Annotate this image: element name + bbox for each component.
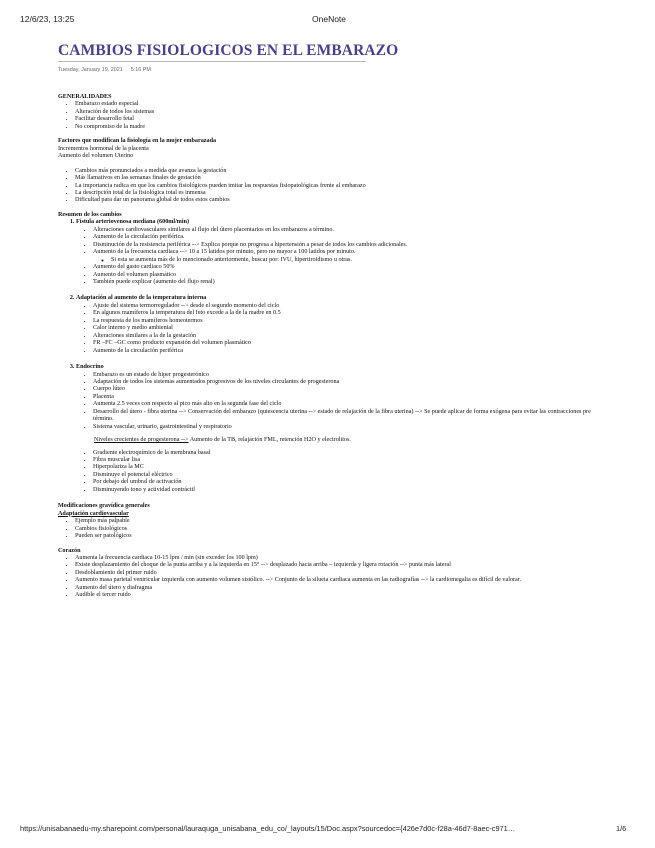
section-subheading: Adaptación cardiovascular: [58, 510, 129, 517]
print-page-number: 1/6: [616, 824, 627, 833]
list-item: • Disminuye el potencial eléctrico: [93, 472, 598, 479]
factores-list: [58, 168, 598, 205]
list-item: • Aumento masa parietal ventricular izquierda con aumento volumen sistólico. --> Conjunto de la silueta cardiaca aumenta en las radiografías --> la cardiomegalia es difícil de valorar.: [75, 577, 598, 584]
list-item: • Adaptación de todos los sistemas aumentados progresivos de los niveles circulantes de progesterona: [93, 379, 598, 386]
list-item: • Calor interno y medio ambiental: [93, 325, 598, 332]
print-app-name: OneNote: [312, 14, 347, 24]
note-content: [58, 94, 598, 600]
list-item: [93, 249, 598, 264]
text-line: Incrementos hormonal de la placenta: [58, 145, 149, 152]
list-item: • Pueden ser patológicos: [75, 533, 598, 540]
progesterona-list: [76, 450, 598, 495]
list-item: • Gradiente electroquímico de la membrana basal: [93, 450, 598, 457]
modificaciones-list: [58, 518, 598, 540]
item-title: Adaptación al aumento de la temperatura interna: [76, 295, 207, 302]
list-item: • Aumento del gasto cardiaco 50%: [93, 264, 598, 271]
list-item: • FR –FC –GC como producto expansión del volumen plasmático: [93, 340, 598, 347]
list-item: ◦ Si esta se aumenta más de lo mencionado anteriormente, buscar por: IVU, hipertiroidismo u otras.: [111, 257, 598, 264]
list-item: • Alteraciones cardiovasculares similares al flujo del útero placentarios en los embarazos a término.: [93, 227, 598, 234]
niveles-text: Aumento de la TB, relajación FML, retención H2O y electrolitos.: [188, 437, 351, 444]
generalidades-list: [58, 101, 598, 131]
list-item: • Facilitar desarrollo fetal: [75, 116, 598, 123]
list-item: • Más llamativos en las semanas finales de gestación: [75, 175, 598, 182]
list-item: • Ejemplo más palpable: [75, 518, 598, 525]
text-line: Aumento del volumen Uterino: [58, 153, 134, 160]
list-item: • Aumento de la circulación periférica: [93, 348, 598, 355]
resumen-item-3: [76, 364, 598, 494]
resumen-item-2: [76, 295, 598, 364]
list-item: • Cambios fisiológicos: [75, 526, 598, 533]
title-divider: [58, 61, 366, 62]
list-item: • Placenta: [93, 394, 598, 401]
niveles-paragraph: [94, 437, 598, 444]
list-item: • Aumenta la frecuencia cardiaca 10-15 lpm / min (sin exceder los 100 lpm): [75, 555, 598, 562]
section-heading: Corazón: [58, 547, 81, 554]
list-item: • Embarazo es un estado de hiper progesterónico: [93, 372, 598, 379]
list-item: • Disminuyendo tono y actividad contráctil: [93, 487, 598, 494]
niveles-underlined: Niveles crecientes de progesterona -->: [94, 437, 189, 444]
time-text: 5:16 PM: [130, 67, 151, 73]
item-title: Endocrino: [76, 364, 104, 371]
list-item: • Alteraciones similares a la de la gestación: [93, 333, 598, 340]
print-datetime: 12/6/23, 13:25: [20, 14, 75, 24]
list-item: • Existe desplazamiento del choque de la punta arriba y a la izquierda en 15° --> desplazado hacia arriba – izquierda y ligera rotación --> punta más lateral: [75, 562, 598, 569]
list-item: • Dificultad para dar un panorama global de todos estos cambios: [75, 197, 598, 204]
print-url: https://unisabanaedu-my.sharepoint.com/personal/lauraquga_unisabana_edu_co/_layouts/15/Doc.aspx?sourcedoc={426e7d0c-f28a-46d7-8aec-c971…: [20, 824, 516, 833]
list-item: • Aumento del volumen plasmático: [93, 272, 598, 279]
sublist: [76, 372, 598, 432]
list-item: • Por debajo del umbral de activación: [93, 479, 598, 486]
date-text: Tuesday, January 19, 2021: [58, 67, 123, 73]
resumen-item-1: [76, 219, 598, 295]
list-item: • Aumenta 2.5 veces con respecto al pico más alto en la segunda fase del ciclo: [93, 401, 598, 408]
list-item: • Hiperpolariza la MC: [93, 464, 598, 471]
list-item: • La importancia radica en que los cambios fisiológicos pueden imitar las respuestas fisiopatológicas frente al embarazo: [75, 183, 598, 190]
list-item: • La descripción total de la fisiológica total es inmensa: [75, 190, 598, 197]
sub-sublist: [93, 257, 598, 264]
list-item: • La respuesta de los mamíferos homeotermos: [93, 318, 598, 325]
section-heading: GENERALIDADES: [58, 94, 112, 100]
list-item: • Embarazo estado especial: [75, 101, 598, 108]
corazon-list: [58, 555, 598, 600]
list-item: • Cambios más pronunciados a medida que avanza la gestación: [75, 168, 598, 175]
list-item: • No compromiso de la madre: [75, 124, 598, 131]
sublist: [76, 227, 598, 287]
list-item: • Audible el tercer ruido: [75, 592, 598, 599]
list-item: • Fibra muscular lisa: [93, 457, 598, 464]
list-item: • Aumento del útero y diafragma: [75, 585, 598, 592]
list-item: • Cuerpo lúteo: [93, 386, 598, 393]
list-item: • Ajuste del sistema termorregulador --> desde el segundo momento del ciclo: [93, 303, 598, 310]
page-title: CAMBIOS FISIOLOGICOS EN EL EMBARAZO: [58, 42, 399, 59]
list-item: • Sistema vascular, urinario, gastrointestinal y respiratorio: [93, 424, 598, 431]
section-heading: Modificaciones gravídica generales: [58, 503, 150, 510]
section-heading: Resumen de los cambios: [58, 211, 122, 218]
sublist: [76, 303, 598, 355]
list-item: • También puede explicar (aumento del flujo renal): [93, 279, 598, 286]
list-item: • Desdoblamiento del primer ruido: [75, 570, 598, 577]
section-heading: Factores que modifican la fisiología en la mujer embarazada: [58, 138, 217, 145]
list-item: • En algunos mamíferos la temperatura del feto excede a la de la madre en 0.5: [93, 310, 598, 317]
list-item: • Aumento de la circulación periférica.: [93, 234, 598, 241]
list-item: • Desarrollo del útero - fibra uterina --> Conservación del embarazo (quiescencia uterina --> estado de relajación de la fibra uterina) --> Se puede aplicar de forma exógena para evitar las contracciones pre término.: [93, 409, 598, 424]
resumen-list: [58, 219, 598, 494]
item-text: Aumento de la frecuencia cardiaca --> 10 a 15 latidos por minuto, pero no mayor a 100 latidos por minuto.: [93, 249, 356, 256]
list-item: • Disminución de la resistencia periférica --> Explica porque no progresa a hipertensión a pesar de todos los cambios adicionales.: [93, 242, 598, 249]
item-title: Fístula arteriovenosa mediana (600ml/min): [76, 219, 190, 226]
page-date: [58, 67, 151, 73]
list-item: • Alteración de todos los sistemas: [75, 109, 598, 116]
